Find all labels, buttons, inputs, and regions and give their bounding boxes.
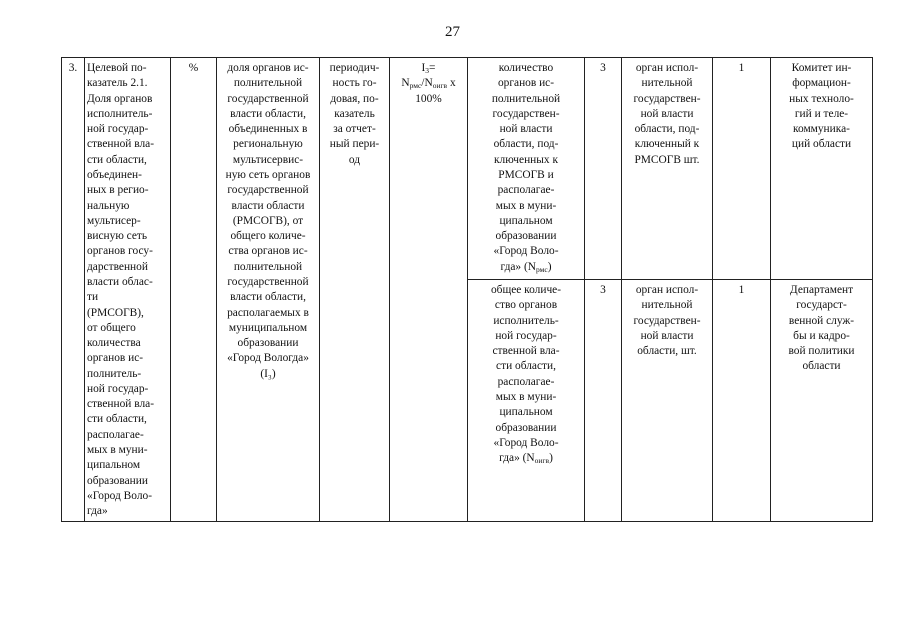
text-line: за отчет- bbox=[333, 123, 376, 136]
text-line: (РМСОГВ), от bbox=[232, 214, 304, 227]
responsible-2 bbox=[771, 280, 873, 522]
text-line: области, шт. bbox=[637, 345, 697, 358]
table-row bbox=[62, 58, 873, 280]
text-line: гда» bbox=[87, 505, 108, 518]
text-line: образовании bbox=[87, 474, 148, 487]
text-line: объединен- bbox=[87, 168, 142, 181]
text-line: государственной bbox=[227, 275, 309, 288]
text-line: ной государ- bbox=[87, 382, 149, 395]
text-line: ных техноло- bbox=[789, 92, 854, 105]
code-1: 1 bbox=[713, 58, 771, 280]
text-line: ципальном bbox=[87, 459, 141, 472]
text-line: органов ис- bbox=[497, 77, 555, 90]
text-line: ственной вла- bbox=[492, 345, 560, 358]
code-2: 1 bbox=[713, 280, 771, 522]
text-line: гда» (N bbox=[499, 452, 535, 465]
text-line: власти области bbox=[231, 199, 305, 212]
text-line: власти области, bbox=[230, 107, 306, 120]
text-line: мых в муни- bbox=[495, 199, 557, 212]
text-line: казатель 2.1. bbox=[87, 77, 148, 90]
text-line: коммуника- bbox=[793, 123, 850, 136]
text-line: государственной bbox=[227, 184, 309, 197]
text-line: исполнитель- bbox=[493, 314, 559, 327]
text-line: органов госу- bbox=[87, 245, 153, 258]
text-line: орган испол- bbox=[635, 284, 699, 297]
text-line: ной власти bbox=[640, 329, 694, 342]
text-line: орган испол- bbox=[635, 62, 699, 74]
text-line: ство органов bbox=[494, 299, 558, 312]
page-number: 27 bbox=[445, 24, 460, 40]
text-line: ственной вла- bbox=[87, 138, 154, 151]
text-line: полнительной bbox=[233, 77, 303, 90]
text-line: периодич- bbox=[329, 62, 380, 74]
text-line: гий и теле- bbox=[794, 107, 849, 120]
unit-percent: % bbox=[171, 58, 217, 522]
text-line: доля органов ис- bbox=[227, 62, 309, 74]
text-line: государствен- bbox=[633, 314, 701, 327]
text-line: сти области, bbox=[87, 153, 147, 166]
text-line: Доля органов bbox=[87, 92, 153, 105]
indicator-table bbox=[61, 57, 873, 522]
text-line: общего количе- bbox=[230, 230, 306, 243]
text-line: ципальном bbox=[499, 406, 553, 419]
text-line: мых в муни- bbox=[87, 444, 148, 457]
text-line: образовании bbox=[495, 421, 557, 434]
text-line: мультисервис- bbox=[232, 153, 304, 166]
text-line: располагаемых в bbox=[227, 306, 309, 319]
text-line: од bbox=[348, 153, 361, 166]
formula: $I_3=$ $N_{рмс}/N_{оигв}$ х 100% bbox=[390, 58, 468, 522]
responsible-1 bbox=[771, 58, 873, 280]
text-line: органов ис- bbox=[87, 352, 144, 365]
text-line: образовании bbox=[495, 230, 557, 243]
text-line: нительной bbox=[641, 77, 693, 90]
text-line: количество bbox=[498, 62, 554, 74]
method-2: 3 bbox=[585, 280, 622, 522]
text-line: общее количе- bbox=[490, 284, 562, 297]
indicator-name bbox=[85, 58, 171, 522]
text-line: (I₃) bbox=[260, 367, 276, 380]
text-line: нительной bbox=[641, 299, 693, 312]
text-line: вой политики bbox=[788, 345, 855, 358]
text-line: власти облас- bbox=[87, 275, 153, 288]
text-line: ключенный к bbox=[634, 138, 700, 151]
text-line: располагае- bbox=[497, 375, 555, 388]
unit-measure-1 bbox=[622, 58, 713, 280]
text-line: «Город Воло- bbox=[493, 436, 559, 449]
text-line: количества bbox=[87, 337, 141, 350]
text-line: ной власти bbox=[640, 107, 694, 120]
row-number: 3. bbox=[62, 58, 85, 522]
text-line: ства органов ис- bbox=[228, 245, 308, 258]
text-line: государст- bbox=[796, 299, 847, 312]
text-line: ственной вла- bbox=[87, 398, 154, 411]
basic-indicator-2: общее количе- ство органов исполнитель- ной государ- ственной вла- сти области, располагае- мых в муни- ципальном образовании «Город Воло- гда» $(N_{оигв})$ bbox=[468, 280, 585, 522]
text-line: Департамент bbox=[789, 284, 854, 297]
text-line: ной государ- bbox=[87, 123, 149, 136]
method-1: 3 bbox=[585, 58, 622, 280]
text-line: образовании bbox=[237, 337, 299, 350]
text-line: дарственной bbox=[87, 260, 148, 273]
text-line: власти области, bbox=[230, 291, 306, 304]
text-line: располагае- bbox=[87, 428, 144, 441]
text-line: мультисер- bbox=[87, 214, 141, 227]
text-line: от общего bbox=[87, 321, 136, 334]
text-line: области bbox=[802, 360, 841, 373]
text-line: региональную bbox=[233, 138, 303, 151]
text-line: муниципальном bbox=[228, 321, 308, 334]
text-line: «Город Воло- bbox=[493, 245, 559, 258]
text-line: исполнитель- bbox=[87, 107, 153, 120]
text-line: гда» (N bbox=[500, 260, 536, 273]
text-line: ный пери- bbox=[329, 138, 380, 151]
text-line: «Город Воло- bbox=[87, 489, 152, 502]
text-line: формацион- bbox=[792, 77, 851, 90]
text-line: Комитет ин- bbox=[791, 62, 852, 74]
text-line: мых в муни- bbox=[495, 391, 557, 404]
text-line: полнитель- bbox=[87, 367, 142, 380]
text-line: государствен- bbox=[633, 92, 701, 105]
text-line: бы и кадро- bbox=[793, 329, 850, 342]
text-line: РМСОГВ шт. bbox=[634, 153, 700, 166]
text-line: ной власти bbox=[499, 123, 553, 136]
text-line: Целевой по- bbox=[87, 62, 147, 74]
text-line: ность го- bbox=[332, 77, 377, 90]
text-line: ную сеть органов bbox=[225, 168, 311, 181]
text-line: «Город Вологда» bbox=[227, 352, 309, 365]
text-line: венной служ- bbox=[788, 314, 855, 327]
text-line: нальную bbox=[87, 199, 130, 212]
basic-indicator-1: количество органов ис- полнительной государствен- ной власти области, под- ключенных к РМСОГВ и располагае- мых в муни- ципальном образовании «Город Воло- гда» $(N_{рмс})$ bbox=[468, 58, 585, 280]
text-line: ной государ- bbox=[495, 329, 557, 342]
text-line: сти области, bbox=[87, 413, 147, 426]
text-line: ных в регио- bbox=[87, 184, 149, 197]
periodicity bbox=[320, 58, 390, 522]
text-line: полнительной bbox=[233, 260, 303, 273]
text-line: довая, по- bbox=[330, 92, 379, 105]
text-line: области, под- bbox=[634, 123, 700, 136]
text-line: области, под- bbox=[493, 138, 559, 151]
text-line: ципальном bbox=[499, 214, 553, 227]
text-line: сти области, bbox=[496, 360, 556, 373]
text-line: казатель bbox=[334, 107, 375, 120]
text-line: ти bbox=[87, 291, 99, 304]
text-line: объединенных в bbox=[228, 123, 308, 136]
text-line: (РМСОГВ), bbox=[87, 306, 144, 319]
text-line: ключенных к bbox=[494, 153, 558, 166]
text-line: ций области bbox=[791, 138, 852, 151]
unit-measure-2 bbox=[622, 280, 713, 522]
text-line: РМСОГВ и bbox=[498, 168, 554, 181]
text-line: располагае- bbox=[497, 184, 555, 197]
text-line: государствен- bbox=[492, 107, 560, 120]
indicator-definition bbox=[217, 58, 320, 522]
text-line: висную сеть bbox=[87, 230, 148, 243]
text-line: государственной bbox=[227, 92, 309, 105]
text-line: полнительной bbox=[491, 92, 561, 105]
